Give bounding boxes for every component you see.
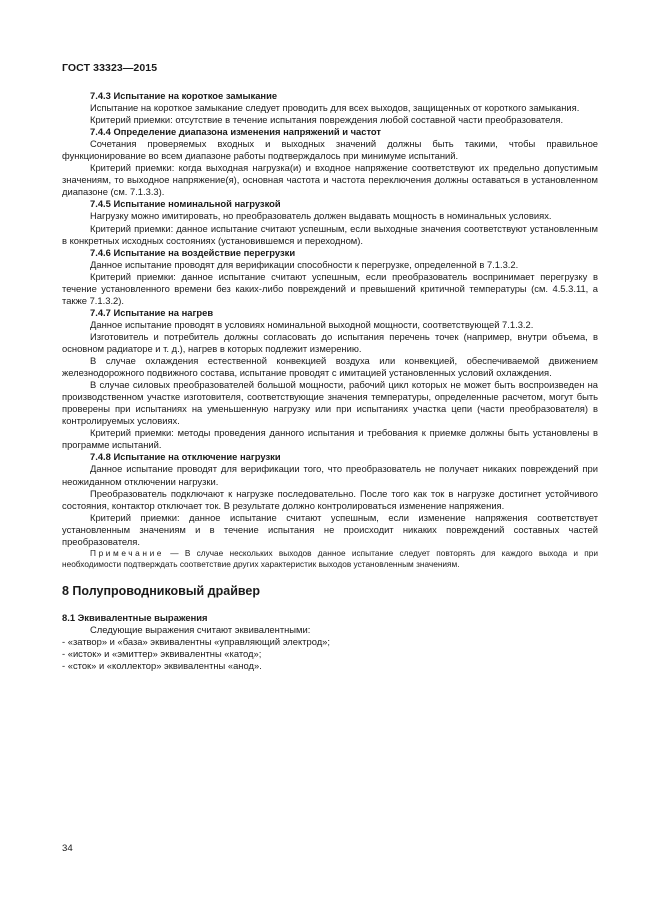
note: [62, 548, 598, 570]
list-item: - «затвор» и «база» эквивалентны «управляющий электрод»;: [62, 635, 330, 647]
paragraph: Критерий приемки: методы проведения данного испытания и требования к приемке должны быть установлены в программе испытаний.: [62, 427, 598, 451]
paragraph: Данное испытание проводят для верификации способности к перегрузке, определенной в 7.1.3.2.: [90, 258, 519, 270]
section-heading-8: 8 Полупроводниковый драйвер: [62, 583, 260, 598]
paragraph: Данное испытание проводят для верификации того, что преобразователь не получает никаких повреждений при неожиданном отключении нагрузки.: [62, 463, 598, 487]
list-item: - «исток» и «эмиттер» эквивалентны «катод»;: [62, 647, 262, 659]
paragraph: Нагрузку можно имитировать, но преобразователь должен выдавать мощность в номинальных условиях.: [90, 210, 552, 222]
paragraph: Изготовитель и потребитель должны согласовать до испытания перечень точек (например, внутри объема, в основном радиаторе и т. д.), нагрев в которых подлежит измерению.: [62, 330, 598, 354]
section-heading-8-1: 8.1 Эквивалентные выражения: [62, 611, 208, 623]
section-heading-7-4-8: 7.4.8 Испытание на отключение нагрузки: [90, 451, 281, 463]
paragraph: Критерий приемки: когда выходная нагрузка(и) и входное напряжение соответствуют их предельно допустимым значениям, то выходное напряжение(я), основная частота и частота переключения должны оставаться в установленном диапазоне (см. 7.1.3.3).: [62, 162, 598, 198]
paragraph: Сочетания проверяемых входных и выходных значений должны быть такими, чтобы правильное функционирование во всем диапазоне работы подтверждалось при минимуме испытаний.: [62, 138, 598, 162]
list-intro: Следующие выражения считают эквивалентными:: [90, 623, 311, 635]
paragraph: Критерий приемки: отсутствие в течение испытания повреждения любой составной части преобразователя.: [90, 114, 564, 126]
paragraph: В случае силовых преобразователей большой мощности, рабочий цикл которых не может быть воспроизведен на производственном участке изготовителя, соответствующие значения температуры, определенные расчетом, могут быть проверены при испытаниях на уменьшенную нагрузку или при испытаниях участка цепи (части преобразователя) в контролируемых условиях.: [62, 379, 598, 427]
paragraph: Испытание на короткое замыкание следует проводить для всех выходов, защищенных от короткого замыкания.: [90, 102, 580, 114]
equivalents-list: [62, 636, 598, 672]
page-number: 34: [62, 843, 73, 854]
note-text: — В случае нескольких выходов данное испытание следует повторять для каждого выхода и при необходимости подтверждать соответствие других характеристик выходов установленным значениям.: [62, 547, 598, 569]
paragraph: В случае охлаждения естественной конвекцией воздуха или конвекцией, обеспечиваемой движением железнодорожного подвижного состава, испытание проводят с имитацией установленных условий охлаждения.: [62, 355, 598, 379]
section-heading-7-4-5: 7.4.5 Испытание номинальной нагрузкой: [90, 198, 281, 210]
section-heading-7-4-6: 7.4.6 Испытание на воздействие перегрузки: [90, 246, 296, 258]
page-content: [62, 90, 598, 672]
document-header: ГОСТ 33323—2015: [62, 62, 158, 74]
note-label: Примечание: [90, 547, 165, 558]
paragraph: Критерий приемки: данное испытание считают успешным, если преобразователь воспринимает перегрузку в течение установленного времени без каких-либо повреждений и превышений критичной температуры (см. 4.5.3.11, а также 7.1.3.2).: [62, 270, 598, 306]
section-heading-7-4-4: 7.4.4 Определение диапазона изменения напряжений и частот: [90, 126, 382, 138]
section-heading-7-4-7: 7.4.7 Испытание на нагрев: [90, 306, 214, 318]
section-heading-7-4-3: 7.4.3 Испытание на короткое замыкание: [90, 90, 278, 101]
paragraph: Данное испытание проводят в условиях номинальной выходной мощности, соответствующей 7.1.3.2.: [90, 318, 534, 330]
paragraph: Критерий приемки: данное испытание считают успешным, если изменение напряжения соответствует установленным значениям и в течение испытания не происходит никаких повреждений составных частей преобразователя.: [62, 511, 598, 547]
list-item: - «сток» и «коллектор» эквивалентны «анод».: [62, 659, 262, 671]
paragraph: Преобразователь подключают к нагрузке последовательно. После того как ток в нагрузке достигнет устойчивого состояния, контактор отключает ток. В результате должно контролироваться изменение напряжения.: [62, 487, 598, 511]
paragraph: Критерий приемки: данное испытание считают успешным, если выходные значения соответствуют установленным в конкретных исходных состояниях (установившемся и переходном).: [62, 222, 598, 246]
